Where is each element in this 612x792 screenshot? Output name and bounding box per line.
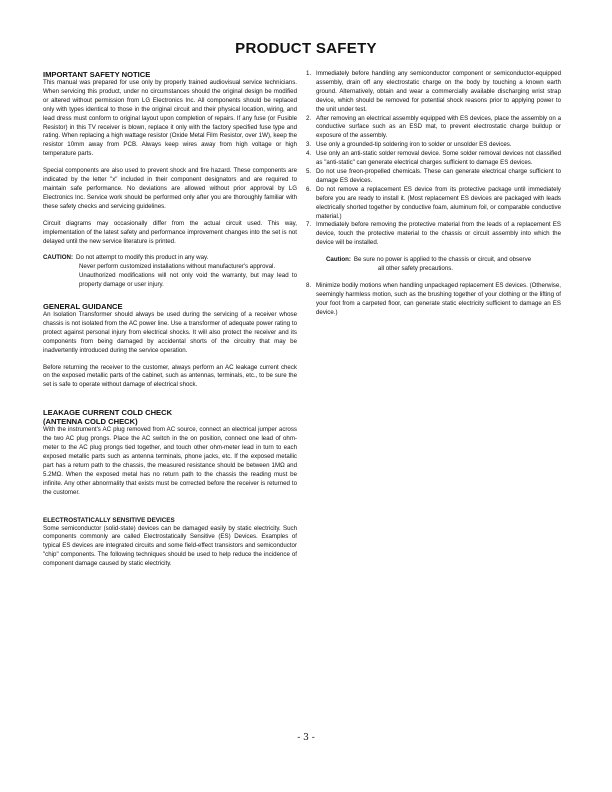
page-title: PRODUCT SAFETY [235,40,377,57]
caution-line-2: Never perform customized installations without manufacturer's approval. [79,263,276,271]
right-caution-line-2: all other safety precautions. [377,265,454,273]
important-paragraph-1: This manual was prepared for use only by properly trained audiovisual service technicians. When servicing this product, under no circumstances should the original design be modified or altered without permission from LG Electronics Inc. All components should be replaced only with types identical to those in the original circuit and their physical location, wiring, and lead dress must conform to original layout upon completion of repairs. If any fuse (or Fusible Resistor) in this TV receiver is blown, replace it only with the factory specified fuse type and rating. When replacing a high wattage resistor (Oxide Metal Film Resistor, over 1W), keep the resistor 10mm away from PCB. Always keep wires away from high voltage or high temperature parts. [43,79,297,158]
esd-paragraph: Some semiconductor (solid-state) devices can be damaged easily by static electricity. Such components commonly are called Electrostatically Sensitive (ES) Devices. Examples of typical ES devices are integrated circuits and some field-effect transistors and semiconductor "chip" components. The following techniques should be used to help reduce the incidence of component damage caused by static electricity. [43,524,297,568]
list-item: 2. After removing an electrical assembly equipped with ES devices, place the assembly on a conductive surface such as an ESD mat, to prevent electrostatic charge buildup or exposure of the assembly. [306,114,561,140]
left-column [43,70,297,569]
leakage-paragraph: With the instrument's AC plug removed from AC source, connect an electrical jumper across the two AC plug prongs. Place the AC switch in the on position, connect one lead of ohm-meter to the AC plug prongs tied together, and touch other ohm-meter lead in turn to each exposed metallic parts such as antenna terminals, phone jacks, etc. If the exposed metallic part has a return path to the chassis, the measured resistance should be between 1MΩ and 5.2MΩ. When the exposed metal has no return path to the chassis the reading must be infinite. Any other abnormality that exists must be corrected before the receiver is returned to the customer. [43,426,297,496]
antenna-cold-check-heading: (ANTENNA COLD CHECK) [43,417,138,427]
right-column [306,70,561,318]
general-paragraph-1: An Isolation Transformer should always be used during the servicing of a receiver whose chassis is not isolated from the AC power line. Use a transformer of adequate power rating to protect against personal injury from electrical shocks. It will also protect the receiver and its components from being damaged by accidental shorts of the circuitry that may be inadvertently introduced during the service operation. [43,311,297,354]
esd-precautions-list-continued [306,282,561,318]
right-caution-label: Caution: [326,256,351,264]
list-item: 6. Do not remove a replacement ES device from its protective package until immediately before you are ready to install it. (Most replacement ES devices are packaged with leads electrically shorted together by conductive foam, aluminum foil, or comparable conductive material.) [306,185,561,220]
important-paragraph-3: Circuit diagrams may occasionally differ from the actual circuit used. This way, implementation of the latest safety and performance improvement changes into the set is not delayed until the new service literature is printed. [43,219,297,245]
right-caution-line-1: Be sure no power is applied to the chassis or circuit, and observe [353,256,532,264]
page-number: - 3 - [297,733,315,743]
caution-line-3: Unauthorized modifications will not only void the warranty, but may lead to property damage or user injury. [79,272,297,289]
general-guidance-heading: GENERAL GUIDANCE [43,302,123,312]
list-item: 5. Do not use freon-propelled chemicals. These can generate electrical charge sufficient to damage ES devices. [306,167,561,184]
list-item: 3. Use only a grounded-tip soldering iron to solder or unsolder ES devices. [306,141,512,149]
list-item: 8. Minimize bodily motions when handling unpackaged replacement ES devices. (Otherwise, seemingly harmless motion, such as the brushing together of your clothing or the lifting of your foot from a carpeted floor, can generate static electricity sufficient to damage an ES device.) [306,281,561,316]
list-item: 1. Immediately before handling any semiconductor component or semiconductor-equipped assembly, drain off any electrostatic charge on the body by touching a known earth ground. Alternatively, obtain and wear a commercially available discharging wrist strap device, which should be removed for potential shock reasons prior to applying power to the unit under test. [306,70,561,113]
leakage-heading: LEAKAGE CURRENT COLD CHECK [43,408,173,418]
esd-precautions-list [306,70,561,248]
caution-block [43,254,297,263]
list-item: 7. Immediately before removing the protective material from the leads of a replacement ES device, touch the protective material to the chassis or circuit assembly into which the device will be installed. [306,221,561,247]
general-paragraph-2: Before returning the receiver to the customer, always perform an AC leakage current check on the exposed metallic parts of the cabinet, such as antennas, terminals, etc., to be sure the set is safe to operate without damage of electrical shock. [43,363,297,389]
right-caution-block [306,256,561,274]
important-safety-notice-heading: IMPORTANT SAFETY NOTICE [43,70,151,79]
caution-line-1: Do not attempt to modify this product in any way. [76,254,209,262]
important-paragraph-2: Special components are also used to prevent shock and fire hazard. These components are indicated by the letter "x" included in their component designators and are required to maintain safe performance. No deviations are allowed without prior approval by LG Electronics Inc. Service work should be performed only after you are thoroughly familiar with these safety checks and servicing guidelines. [43,167,297,210]
esd-heading: ELECTROSTATICALLY SENSITIVE DEVICES [43,516,175,524]
caution-label: CAUTION: [43,254,74,262]
list-item: 4. Use only an anti-static solder removal device. Some solder removal devices not classified as "anti-static" can generate electrical charges sufficient to damage ES devices. [306,150,561,167]
